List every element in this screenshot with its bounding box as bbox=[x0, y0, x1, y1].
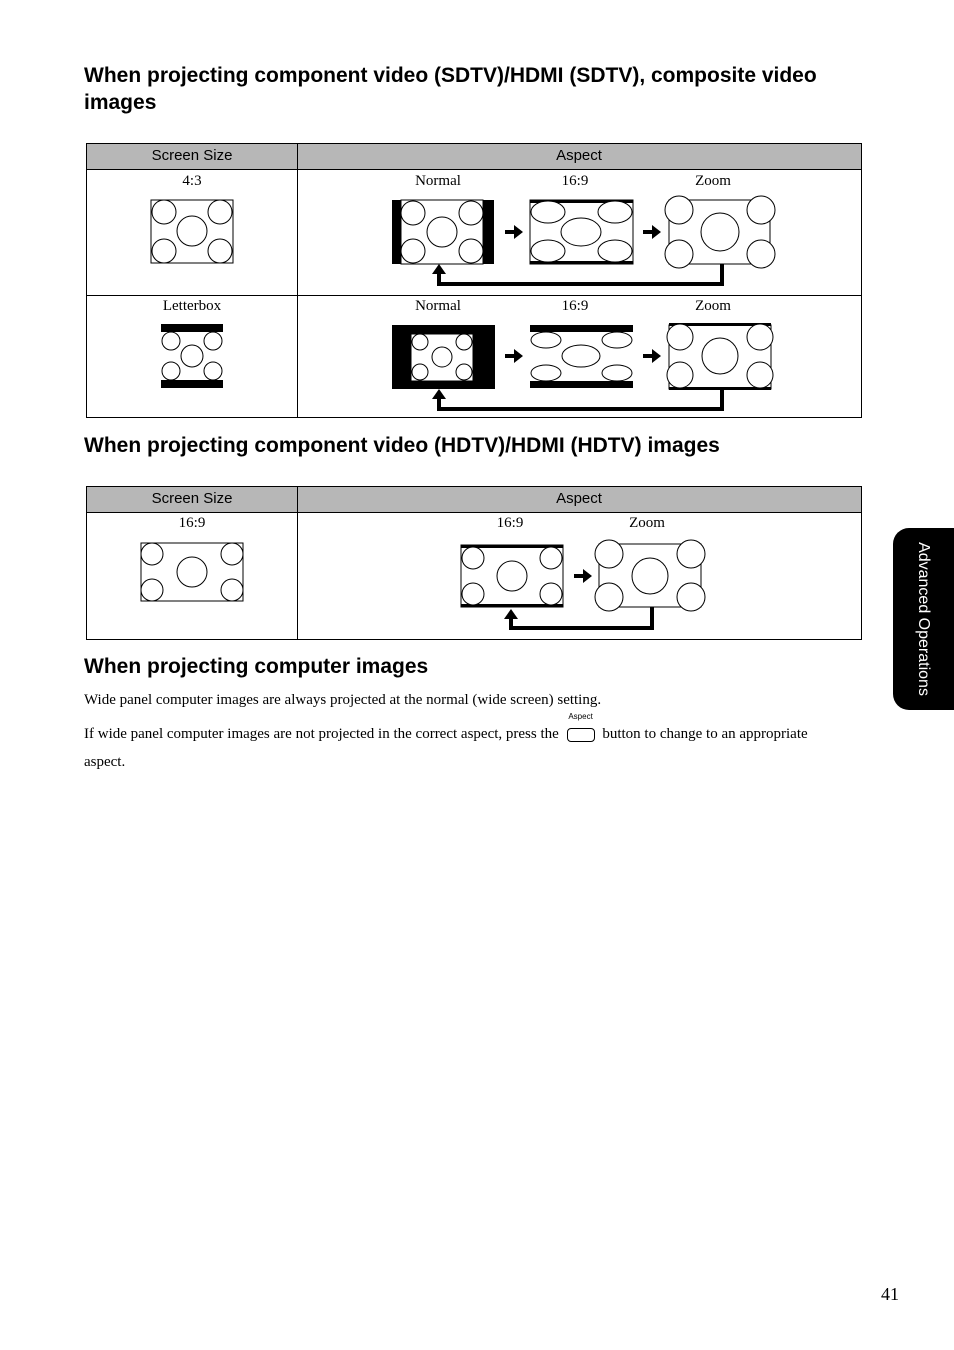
sdtv-aspect-table bbox=[86, 143, 862, 418]
section-title-computer: When projecting computer images bbox=[84, 655, 429, 678]
test-pattern-icon bbox=[161, 324, 223, 388]
test-pattern-icon bbox=[392, 325, 495, 389]
hdtv-aspect-diagrams bbox=[87, 487, 863, 641]
computer-paragraph-1: Wide panel computer images are always projected at the normal (wide screen) setting. bbox=[84, 692, 602, 708]
screen-size-label: 16:9 bbox=[178, 515, 206, 531]
aspect-label-16-9: 16:9 bbox=[561, 298, 589, 314]
header-aspect: Aspect bbox=[297, 487, 861, 513]
section-title-hdtv: When projecting component video (HDTV)/HDMI (HDTV) images bbox=[84, 434, 720, 457]
aspect-label-16-9: 16:9 bbox=[496, 515, 524, 531]
aspect-label-zoom: Zoom bbox=[629, 515, 665, 531]
paragraph-text: aspect. bbox=[84, 754, 126, 770]
test-pattern-icon bbox=[141, 543, 243, 601]
aspect-label-16-9: 16:9 bbox=[561, 173, 589, 189]
test-pattern-icon bbox=[151, 200, 233, 263]
test-pattern-icon bbox=[667, 323, 773, 390]
aspect-label-zoom: Zoom bbox=[695, 173, 731, 189]
page-number: 41 bbox=[881, 1284, 899, 1304]
header-aspect: Aspect bbox=[297, 144, 861, 170]
loop-back-arrow-icon bbox=[432, 389, 722, 409]
paragraph-text: If wide panel computer images are not projected in the correct aspect, press the bbox=[84, 726, 559, 742]
test-pattern-icon bbox=[392, 200, 494, 264]
test-pattern-icon bbox=[530, 200, 633, 264]
header-screen-size: Screen Size bbox=[87, 487, 297, 513]
aspect-label-zoom: Zoom bbox=[695, 298, 731, 314]
test-pattern-icon bbox=[461, 545, 563, 607]
side-tab-label: Advanced Operations bbox=[915, 542, 932, 696]
right-arrow-icon bbox=[574, 569, 592, 583]
test-pattern-icon bbox=[530, 325, 633, 389]
right-arrow-icon bbox=[643, 349, 661, 363]
aspect-label-normal: Normal bbox=[415, 298, 461, 314]
aspect-button-icon bbox=[567, 712, 595, 742]
right-arrow-icon bbox=[505, 349, 523, 363]
screen-size-label: Letterbox bbox=[162, 298, 222, 314]
aspect-button-caption: Aspect bbox=[568, 712, 593, 721]
loop-back-arrow-icon bbox=[504, 607, 652, 628]
test-pattern-icon bbox=[595, 540, 705, 611]
header-screen-size: Screen Size bbox=[87, 144, 297, 170]
computer-paragraph-2 bbox=[84, 712, 864, 776]
sdtv-aspect-diagrams bbox=[87, 144, 863, 419]
right-arrow-icon bbox=[643, 225, 661, 239]
screen-size-label: 4:3 bbox=[182, 173, 202, 189]
right-arrow-icon bbox=[505, 225, 523, 239]
section-side-tab bbox=[893, 528, 954, 710]
hdtv-aspect-table bbox=[86, 486, 862, 640]
aspect-label-normal: Normal bbox=[415, 173, 461, 189]
paragraph-text: button to change to an appropriate bbox=[602, 726, 808, 742]
section-title-sdtv: When projecting component video (SDTV)/HDMI (SDTV), composite video images bbox=[84, 64, 817, 114]
test-pattern-icon bbox=[665, 196, 775, 268]
